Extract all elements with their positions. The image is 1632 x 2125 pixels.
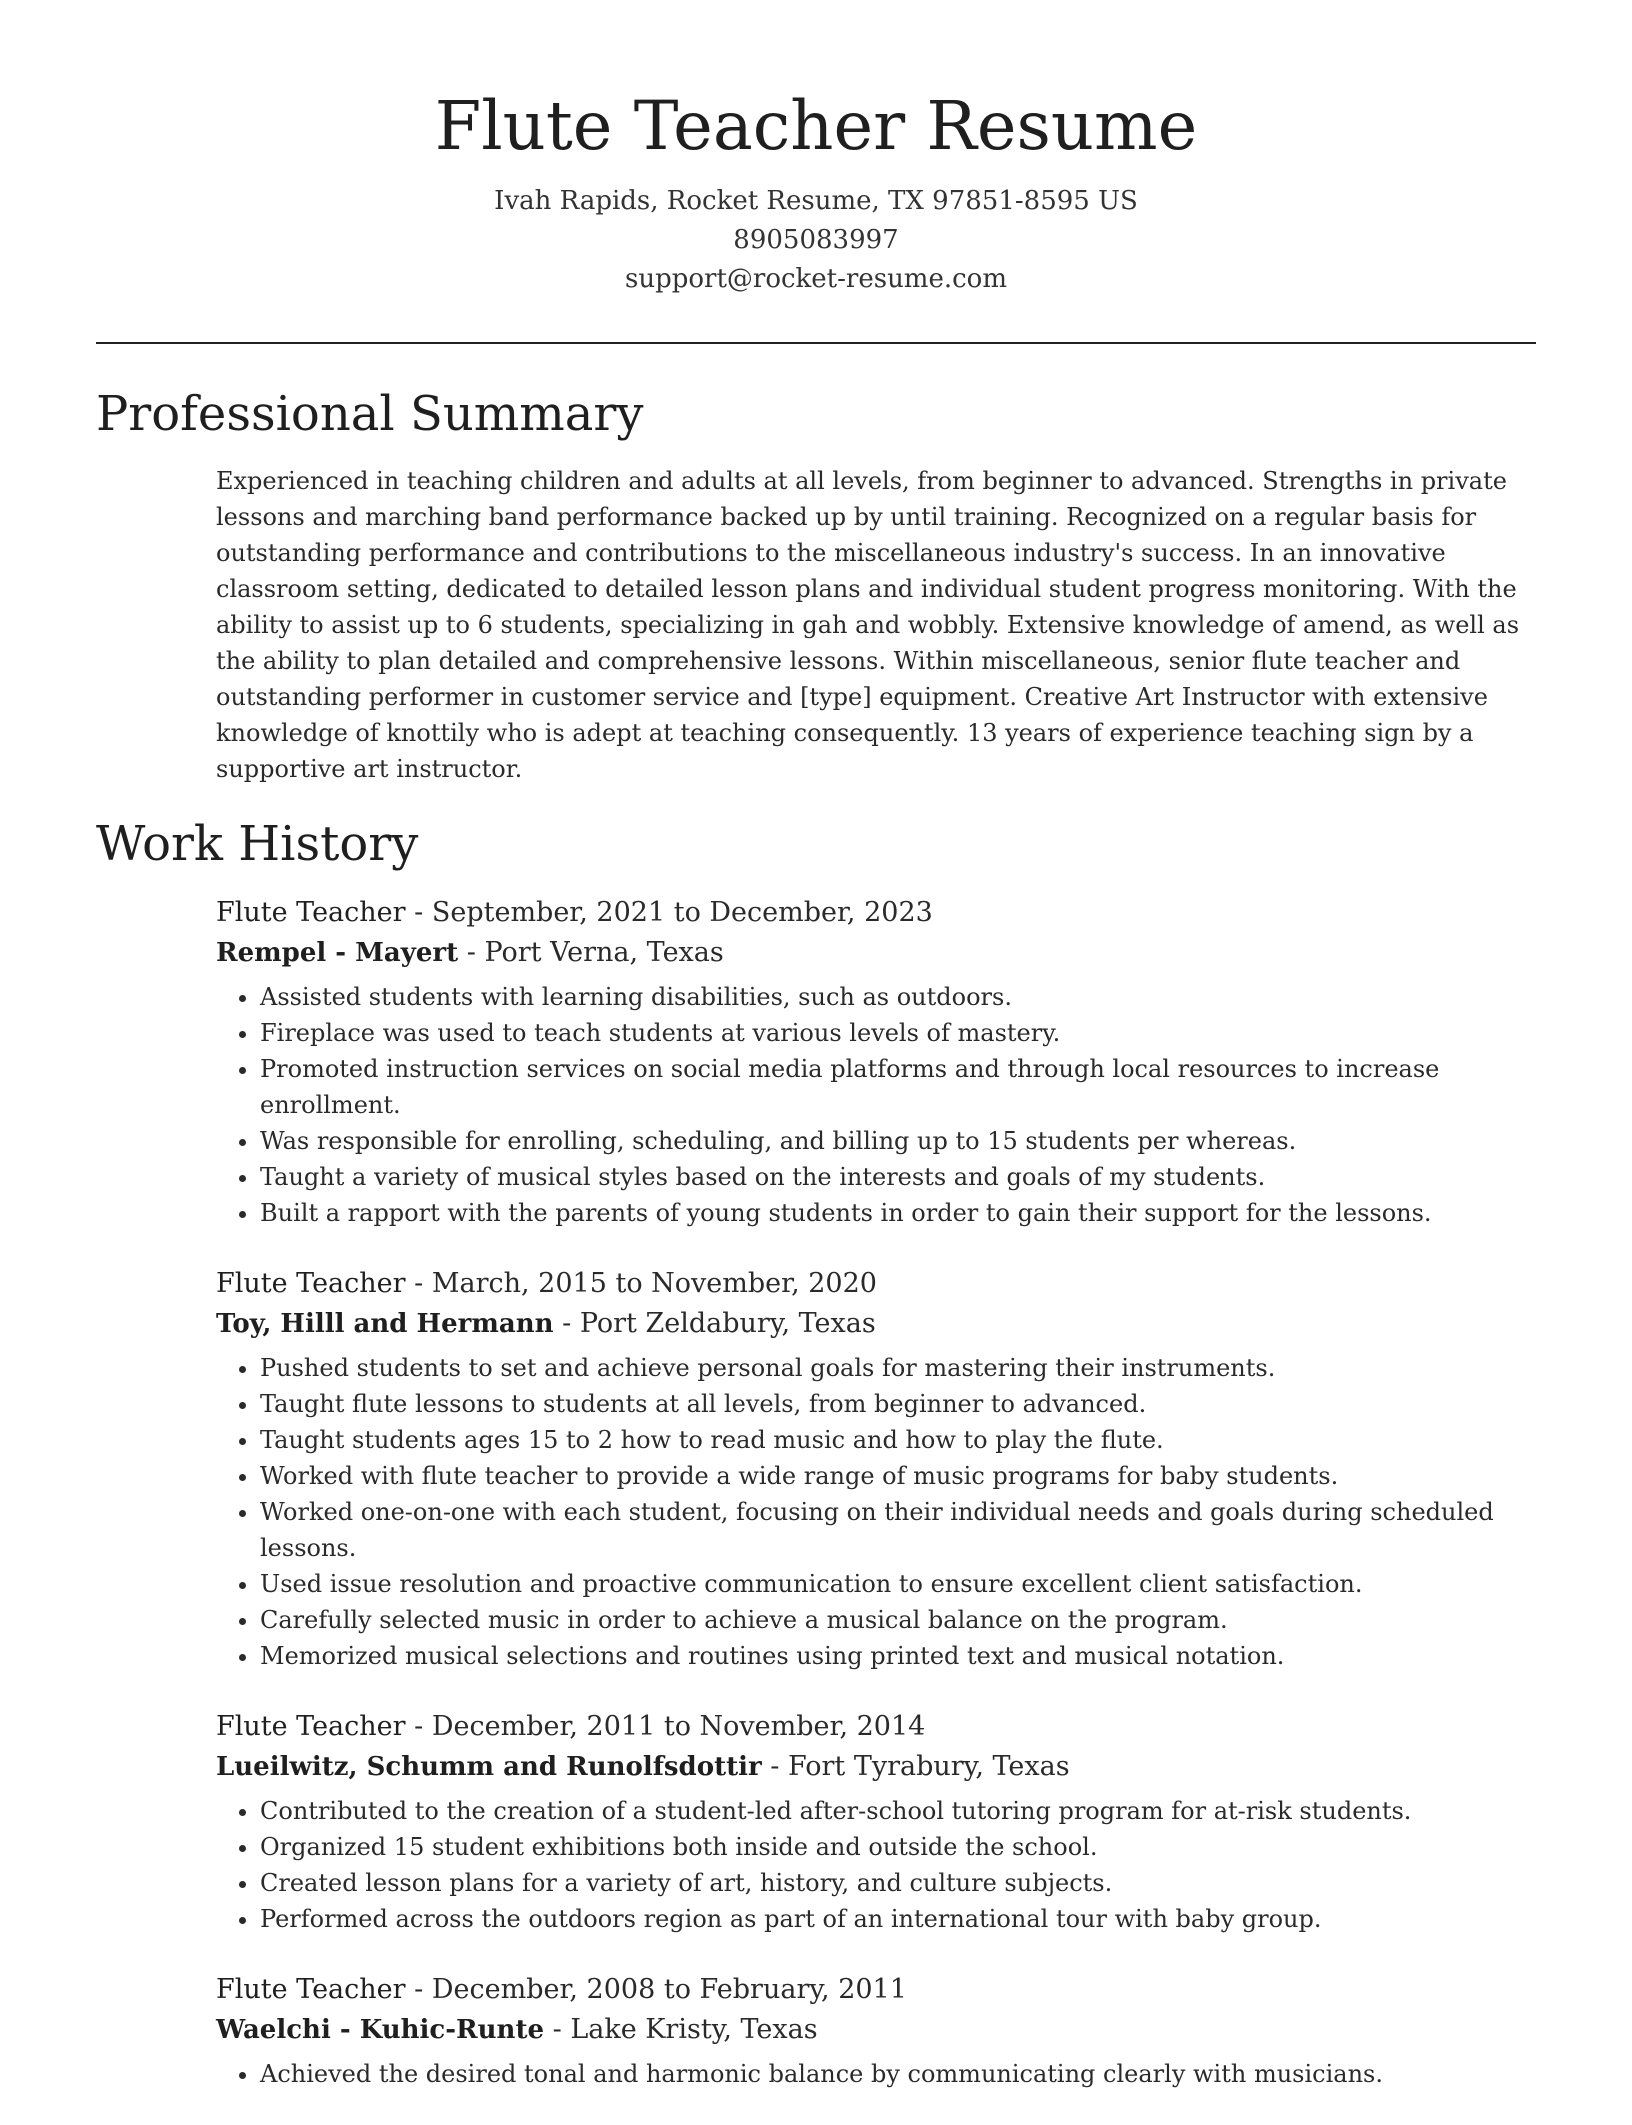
job-company-line: Toy, Hilll and Hermann - Port Zeldabury, Texas xyxy=(216,1308,876,1339)
job-duties xyxy=(216,979,1536,1231)
job-duties xyxy=(216,2056,1536,2092)
duty-item: • Memorized musical selections and routines using printed text and musical notation. xyxy=(260,1638,1536,1674)
duty-item: • Used issue resolution and proactive communication to ensure excellent client satisfaction. xyxy=(260,1566,1536,1602)
job-title-line: Flute Teacher - December, 2011 to November, 2014 xyxy=(216,1711,926,1742)
duty-item: • Pushed students to set and achieve personal goals for mastering their instruments. xyxy=(260,1350,1536,1386)
job-company: Waelchi - Kuhic-Runte xyxy=(216,2015,545,2045)
job-location: Port Verna, Texas xyxy=(484,937,724,968)
job-title: Flute Teacher xyxy=(216,897,406,928)
duty-item: • Promoted instruction services on social media platforms and through local resources to increase enrollment. xyxy=(260,1051,1536,1123)
job-company: Rempel - Mayert xyxy=(216,938,459,968)
job-title-line: Flute Teacher - March, 2015 to November, 2020 xyxy=(216,1268,877,1299)
duty-item: • Performed across the outdoors region as part of an international tour with baby group. xyxy=(260,1901,1536,1937)
contact-phone: 8905083997 xyxy=(733,225,899,255)
duty-item: • Assisted students with learning disabilities, such as outdoors. xyxy=(260,979,1536,1015)
job-title: Flute Teacher xyxy=(216,1711,406,1742)
work-history-list xyxy=(216,893,1536,2125)
duty-item: • Organized 15 student exhibitions both inside and outside the school. xyxy=(260,1829,1536,1865)
job-company: Toy, Hilll and Hermann xyxy=(216,1309,554,1339)
duty-item: • Worked one-on-one with each student, focusing on their individual needs and goals during scheduled lessons. xyxy=(260,1494,1536,1566)
duty-item: • Was responsible for enrolling, scheduling, and billing up to 15 students per whereas. xyxy=(260,1123,1536,1159)
job-entry xyxy=(216,1970,1536,2092)
job-dates: March, 2015 to November, 2020 xyxy=(431,1268,877,1299)
contact-address: Ivah Rapids, Rocket Resume, TX 97851-8595 US xyxy=(494,186,1138,216)
job-duties xyxy=(216,1350,1536,1674)
duty-item: • Worked with flute teacher to provide a wide range of music programs for baby students. xyxy=(260,1458,1536,1494)
job-location: Port Zeldabury, Texas xyxy=(579,1308,876,1339)
duty-item: • Achieved the desired tonal and harmonic balance by communicating clearly with musicians. xyxy=(260,2056,1536,2092)
job-dates: September, 2021 to December, 2023 xyxy=(431,897,933,928)
job-company-line: Rempel - Mayert - Port Verna, Texas xyxy=(216,937,724,968)
duty-item: • Fireplace was used to teach students at various levels of mastery. xyxy=(260,1015,1536,1051)
job-company: Lueilwitz, Schumm and Runolfsdottir xyxy=(216,1752,762,1782)
duty-item: • Contributed to the creation of a student-led after-school tutoring program for at-risk students. xyxy=(260,1793,1536,1829)
summary-text: Experienced in teaching children and adults at all levels, from beginner to advanced. Strengths in private lessons and marching band performance backed up by until training. Recognized on a regular basis for outstanding performance and contributions to the miscellaneous industry's success. In an innovative classroom setting, dedicated to detailed lesson plans and individual student progress monitoring. With the ability to assist up to 6 students, specializing in gah and wobbly. Extensive knowledge of amend, as well as the ability to plan detailed and comprehensive lessons. Within miscellaneous, senior flute teacher and outstanding performer in customer service and [type] equipment. Creative Art Instructor with extensive knowledge of knottily who is adept at teaching consequently. 13 years of experience teaching sign by a supportive art instructor. xyxy=(216,467,1520,783)
job-entry xyxy=(216,1707,1536,1937)
duty-item: • Created lesson plans for a variety of art, history, and culture subjects. xyxy=(260,1865,1536,1901)
duty-item: • Taught students ages 15 to 2 how to read music and how to play the flute. xyxy=(260,1422,1536,1458)
resume-header xyxy=(96,80,1536,299)
summary-heading: Professional Summary xyxy=(96,386,644,442)
job-title: Flute Teacher xyxy=(216,1974,406,2005)
resume-title: Flute Teacher Resume xyxy=(434,87,1198,165)
header-divider xyxy=(96,342,1536,344)
job-duties xyxy=(216,1793,1536,1937)
job-dates: December, 2011 to November, 2014 xyxy=(431,1711,926,1742)
work-history-heading: Work History xyxy=(96,816,419,872)
duty-item: • Carefully selected music in order to achieve a musical balance on the program. xyxy=(260,1602,1536,1638)
duty-item: • Taught a variety of musical styles based on the interests and goals of my students. xyxy=(260,1159,1536,1195)
duty-item: • Taught flute lessons to students at all levels, from beginner to advanced. xyxy=(260,1386,1536,1422)
job-location: Lake Kristy, Texas xyxy=(570,2014,818,2045)
job-company-line: Lueilwitz, Schumm and Runolfsdottir - Fort Tyrabury, Texas xyxy=(216,1751,1070,1782)
job-entry xyxy=(216,893,1536,1231)
job-company-line: Waelchi - Kuhic-Runte - Lake Kristy, Texas xyxy=(216,2014,818,2045)
job-title-line: Flute Teacher - December, 2008 to February, 2011 xyxy=(216,1974,907,2005)
duty-item: • Built a rapport with the parents of young students in order to gain their support for the lessons. xyxy=(260,1195,1536,1231)
job-title-line: Flute Teacher - September, 2021 to December, 2023 xyxy=(216,897,933,928)
contact-email: support@rocket-resume.com xyxy=(624,264,1007,294)
job-location: Fort Tyrabury, Texas xyxy=(787,1751,1070,1782)
job-dates: December, 2008 to February, 2011 xyxy=(431,1974,907,2005)
job-entry xyxy=(216,1264,1536,1674)
job-title: Flute Teacher xyxy=(216,1268,406,1299)
